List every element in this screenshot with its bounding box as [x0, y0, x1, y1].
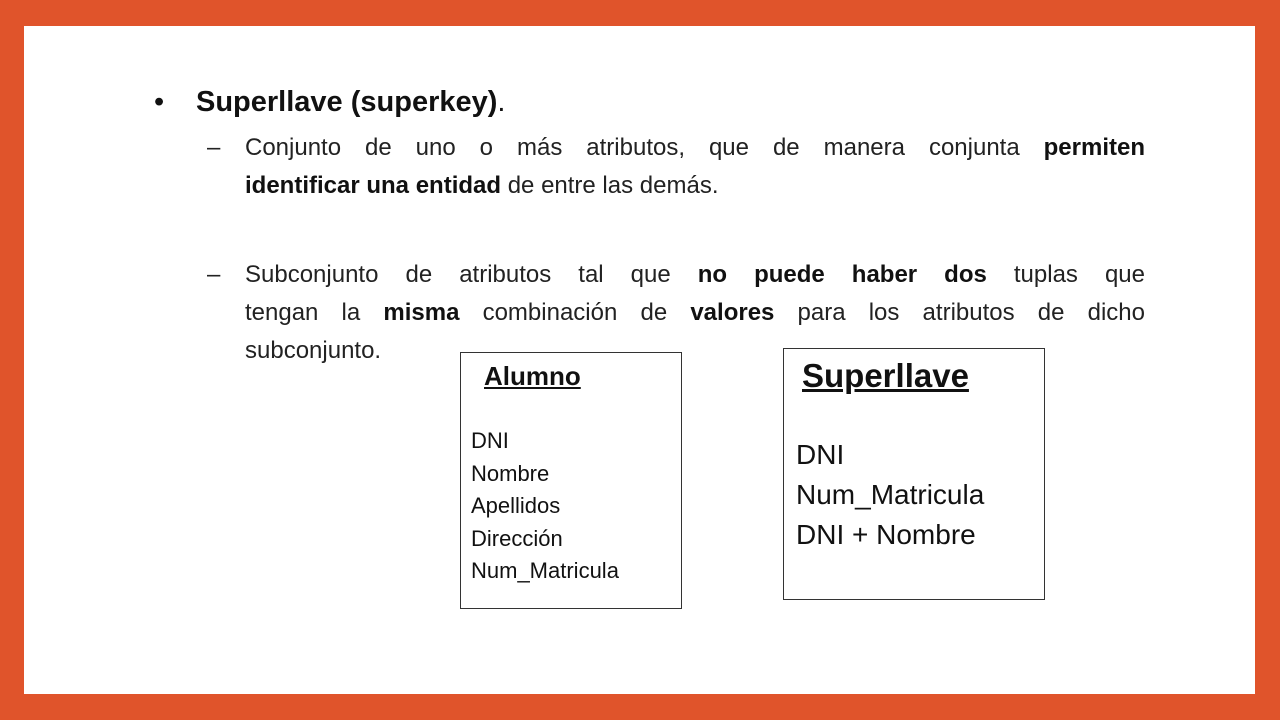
text-run: subconjunto. [245, 337, 382, 364]
attribute-item: Num_Matricula [471, 558, 619, 583]
bullet-dot-icon: • [154, 86, 165, 118]
text-run: para los atributos de dicho [774, 299, 1145, 326]
superkey-item: DNI + Nombre [796, 519, 976, 550]
bold-run: valores [690, 299, 775, 326]
alumno-entity-box [460, 352, 682, 609]
bold-run: no puede haber dos [697, 261, 987, 288]
subset-line-1 [245, 256, 1145, 294]
subset-line-2 [245, 294, 1145, 332]
definition-line-2 [245, 167, 1145, 205]
text-run: Subconjunto de atributos tal que [245, 261, 698, 288]
definition-text [245, 129, 1145, 205]
text-run: de entre las demás. [501, 172, 719, 199]
dash-icon: – [207, 134, 221, 161]
text-run: Conjunto de uno o más atributos, que de manera conjunta [245, 134, 1044, 161]
superllave-box [783, 348, 1045, 600]
bold-run: misma [383, 299, 460, 326]
bullet-title-period: . [497, 86, 506, 118]
superllave-title: Superllave [802, 357, 969, 394]
bullet-title [196, 82, 505, 122]
slide [24, 26, 1255, 694]
text-run: tuplas que [986, 261, 1146, 288]
alumno-attribute-list [471, 425, 619, 588]
dash-icon: – [207, 261, 221, 288]
superkey-item: DNI [796, 439, 845, 470]
superllave-list [796, 435, 984, 555]
bullet-title-bold: Superllave (superkey) [196, 86, 498, 118]
text-run: tengan la [245, 299, 384, 326]
definition-line-1 [245, 129, 1145, 167]
superkey-item: Num_Matricula [796, 479, 985, 510]
attribute-item: Apellidos [471, 493, 561, 518]
alumno-title: Alumno [484, 361, 581, 391]
attribute-item: Nombre [471, 460, 550, 486]
bold-run: identificar una entidad [245, 172, 502, 199]
text-run: combinación de [459, 299, 691, 326]
bold-run: permiten [1043, 134, 1145, 161]
attribute-item: Dirección [471, 525, 563, 551]
attribute-item: DNI [471, 428, 509, 453]
